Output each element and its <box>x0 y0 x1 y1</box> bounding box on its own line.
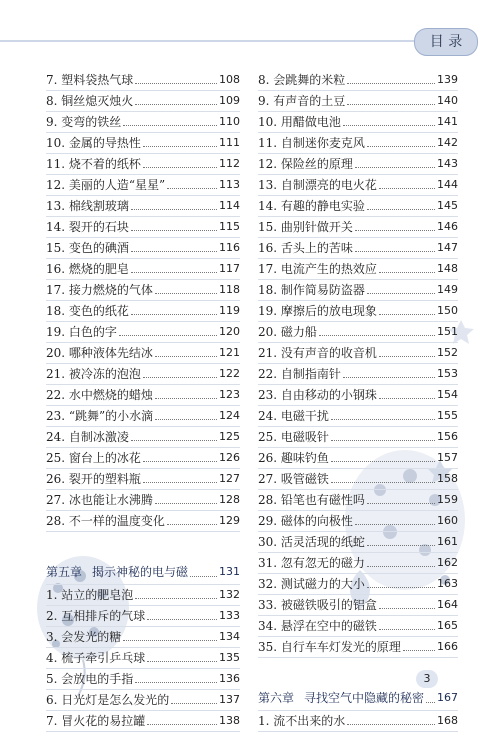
leader-dots <box>119 335 217 336</box>
entry-title: 10. 用醋做电池 <box>258 115 341 129</box>
entry-title: 28. 铅笔也有磁性吗 <box>258 493 365 507</box>
entry-title: 2. 互相排斥的气球 <box>46 609 146 623</box>
entry-title: 34. 悬浮在空中的磁铁 <box>258 619 377 633</box>
leader-dots <box>131 440 217 441</box>
leader-dots <box>147 724 217 725</box>
entry-page: 164 <box>437 598 458 611</box>
entry-title: 25. 电磁吸针 <box>258 430 329 444</box>
toc-entry[interactable] <box>258 574 458 595</box>
entry-page: 144 <box>437 178 458 191</box>
entry-title: 7. 冒火花的易拉罐 <box>46 714 146 728</box>
entry-title: 15. 曲别针做开关 <box>258 220 353 234</box>
leader-dots <box>355 167 435 168</box>
entry-title: 16. 燃烧的肥皂 <box>46 262 129 276</box>
leader-dots <box>167 188 217 189</box>
toc-entry[interactable] <box>258 301 458 322</box>
entry-page: 165 <box>437 619 458 632</box>
leader-dots <box>135 682 217 683</box>
entry-title: 17. 接力燃烧的气体 <box>46 283 153 297</box>
entry-page: 140 <box>437 94 458 107</box>
leader-dots <box>147 619 217 620</box>
entry-title: 23. 自由移动的小钢珠 <box>258 388 377 402</box>
entry-page: 120 <box>219 325 240 338</box>
entry-title: 16. 舌头上的苦味 <box>258 241 353 255</box>
entry-title: 4. 梳子牵引乒乓球 <box>46 651 146 665</box>
toc-entry[interactable] <box>46 627 240 648</box>
leader-dots <box>143 377 217 378</box>
entry-page: 110 <box>219 115 240 128</box>
leader-dots <box>131 314 217 315</box>
toc-entry[interactable] <box>258 91 458 112</box>
toc-entry[interactable] <box>46 469 240 490</box>
leader-dots <box>147 661 217 662</box>
leader-dots <box>123 640 217 641</box>
leader-dots <box>347 104 435 105</box>
entry-page: 147 <box>437 241 458 254</box>
entry-title: 24. 自制冰激凌 <box>46 430 129 444</box>
toc-entry[interactable] <box>46 648 240 669</box>
leader-dots <box>367 209 435 210</box>
toc-entry[interactable] <box>258 217 458 238</box>
entry-title: 20. 磁力船 <box>258 325 317 339</box>
toc-entry[interactable] <box>46 490 240 511</box>
leader-dots <box>379 356 435 357</box>
toc-entry[interactable] <box>46 217 240 238</box>
contents-tab: 目 录 <box>414 28 478 56</box>
leader-dots <box>131 251 217 252</box>
entry-page: 117 <box>219 262 240 275</box>
entry-page: 162 <box>437 556 458 569</box>
toc-entry[interactable] <box>258 112 458 133</box>
toc-entry[interactable] <box>46 322 240 343</box>
leader-dots <box>343 125 435 126</box>
entry-page: 148 <box>437 262 458 275</box>
chapter-title: 寻找空气中隐藏的秘密 <box>304 691 425 705</box>
entry-page: 166 <box>437 640 458 653</box>
toc-entry[interactable] <box>258 616 458 637</box>
toc-entry[interactable] <box>258 553 458 574</box>
leader-dots <box>426 702 435 703</box>
entry-title: 8. 会跳舞的米粒 <box>258 73 346 87</box>
entry-page: 151 <box>437 325 458 338</box>
leader-dots <box>347 724 435 725</box>
leader-dots <box>155 293 217 294</box>
entry-title: 22. 水中燃烧的蜡烛 <box>46 388 153 402</box>
entry-page: 135 <box>219 651 240 664</box>
toc-left-column <box>46 70 240 732</box>
leader-dots <box>190 576 217 577</box>
toc-entry[interactable] <box>46 196 240 217</box>
entry-page: 126 <box>219 451 240 464</box>
chapter-number: 第六章 <box>258 691 295 705</box>
entry-title: 13. 自制漂亮的电火花 <box>258 178 377 192</box>
entry-title: 17. 电流产生的热效应 <box>258 262 377 276</box>
leader-dots <box>135 598 217 599</box>
entry-page: 134 <box>219 630 240 643</box>
entry-title: 18. 制作简易防盗器 <box>258 283 365 297</box>
leader-dots <box>331 419 435 420</box>
entry-page: 154 <box>437 388 458 401</box>
toc-entry[interactable] <box>46 301 240 322</box>
entry-title: 21. 没有声音的收音机 <box>258 346 377 360</box>
entry-title: 7. 塑料袋热气球 <box>46 73 134 87</box>
entry-page: 127 <box>219 472 240 485</box>
toc-entry[interactable] <box>46 690 240 711</box>
entry-page: 123 <box>219 388 240 401</box>
entry-page: 146 <box>437 220 458 233</box>
toc-entry[interactable] <box>258 259 458 280</box>
leader-dots <box>367 545 435 546</box>
leader-dots <box>319 335 435 336</box>
chapter-page: 167 <box>437 691 458 704</box>
entry-page: 138 <box>219 714 240 727</box>
entry-title: 11. 自制迷你麦克风 <box>258 136 365 150</box>
entry-title: 29. 磁体的向极性 <box>258 514 353 528</box>
toc-entry[interactable] <box>46 175 240 196</box>
entry-page: 118 <box>219 283 240 296</box>
toc-entry[interactable] <box>46 259 240 280</box>
leader-dots <box>355 251 435 252</box>
entry-title: 23. “跳舞”的小水滴 <box>46 409 154 423</box>
entry-title: 12. 保险丝的原理 <box>258 157 353 171</box>
toc-entry[interactable] <box>258 469 458 490</box>
toc-entry[interactable] <box>46 343 240 364</box>
leader-dots <box>367 566 435 567</box>
leader-dots <box>367 503 435 504</box>
leader-dots <box>355 230 435 231</box>
entry-title: 3. 会发光的糖 <box>46 630 122 644</box>
leader-dots <box>143 146 217 147</box>
toc-entry[interactable] <box>46 427 240 448</box>
toc-entry[interactable] <box>258 280 458 301</box>
leader-dots <box>367 146 435 147</box>
leader-dots <box>379 314 435 315</box>
entry-page: 115 <box>219 220 240 233</box>
entry-page: 158 <box>437 472 458 485</box>
entry-title: 26. 趣味钓鱼 <box>258 451 329 465</box>
entry-title: 14. 有趣的静电实验 <box>258 199 365 213</box>
toc-entry[interactable] <box>46 133 240 154</box>
entry-title: 30. 活灵活现的纸蛇 <box>258 535 365 549</box>
chapter-page: 131 <box>219 565 240 578</box>
leader-dots <box>123 125 217 126</box>
toc-entry[interactable] <box>46 112 240 133</box>
leader-dots <box>379 188 435 189</box>
toc-entry[interactable] <box>258 385 458 406</box>
toc-entry[interactable] <box>46 70 240 91</box>
entry-title: 27. 吸管磁铁 <box>258 472 329 486</box>
header-rule <box>0 40 414 42</box>
leader-dots <box>155 503 217 504</box>
leader-dots <box>143 482 217 483</box>
toc-entry[interactable] <box>258 595 458 616</box>
entry-title: 28. 不一样的温度变化 <box>46 514 165 528</box>
toc-entry[interactable] <box>46 606 240 627</box>
entry-page: 153 <box>437 367 458 380</box>
toc-entry[interactable] <box>258 343 458 364</box>
toc-entry[interactable] <box>258 711 458 732</box>
toc-entry[interactable] <box>258 70 458 91</box>
leader-dots <box>367 587 435 588</box>
entry-page: 114 <box>219 199 240 212</box>
leader-dots <box>379 629 435 630</box>
toc-entry[interactable] <box>46 448 240 469</box>
chapter-number: 第五章 <box>46 565 83 579</box>
chapter-spacer <box>46 532 240 556</box>
entry-title: 5. 会放电的手指 <box>46 672 134 686</box>
entry-title: 33. 被磁铁吸引的铝盒 <box>258 598 377 612</box>
entry-title: 20. 哪种液体先结冰 <box>46 346 153 360</box>
toc-entry[interactable] <box>258 532 458 553</box>
toc-entry[interactable] <box>258 364 458 385</box>
toc-entry[interactable] <box>258 322 458 343</box>
entry-title: 18. 变色的纸花 <box>46 304 129 318</box>
page-number: 3 <box>416 670 438 688</box>
entry-page: 159 <box>437 493 458 506</box>
entry-page: 116 <box>219 241 240 254</box>
toc-entry[interactable] <box>46 238 240 259</box>
entry-title: 19. 摩擦后的放电现象 <box>258 304 377 318</box>
toc-entry[interactable] <box>46 511 240 532</box>
entry-page: 108 <box>219 73 240 86</box>
leader-dots <box>131 230 217 231</box>
entry-page: 112 <box>219 157 240 170</box>
leader-dots <box>379 608 435 609</box>
entry-title: 13. 棉线割玻璃 <box>46 199 129 213</box>
toc-entry[interactable] <box>258 448 458 469</box>
entry-title: 25. 窗台上的冰花 <box>46 451 141 465</box>
leader-dots <box>367 293 435 294</box>
entry-page: 109 <box>219 94 240 107</box>
entry-title: 9. 有声音的土豆 <box>258 94 346 108</box>
entry-page: 125 <box>219 430 240 443</box>
leader-dots <box>143 461 217 462</box>
entry-page: 149 <box>437 283 458 296</box>
leader-dots <box>331 461 435 462</box>
entry-page: 133 <box>219 609 240 622</box>
entry-page: 141 <box>437 115 458 128</box>
entry-page: 143 <box>437 157 458 170</box>
entry-title: 32. 测试磁力的大小 <box>258 577 365 591</box>
entry-title: 35. 自行车车灯发光的原理 <box>258 640 401 654</box>
entry-title: 31. 忽有忽无的磁力 <box>258 556 365 570</box>
leader-dots <box>331 482 435 483</box>
toc-entry[interactable] <box>258 196 458 217</box>
entry-page: 111 <box>219 136 240 149</box>
entry-page: 156 <box>437 430 458 443</box>
toc-entry[interactable] <box>46 364 240 385</box>
leader-dots <box>143 167 217 168</box>
entry-title: 1. 流不出来的水 <box>258 714 346 728</box>
leader-dots <box>135 83 217 84</box>
entry-page: 152 <box>437 346 458 359</box>
entry-page: 150 <box>437 304 458 317</box>
entry-title: 12. 美丽的人造“星星” <box>46 178 166 192</box>
entry-page: 129 <box>219 514 240 527</box>
entry-page: 136 <box>219 672 240 685</box>
leader-dots <box>155 419 217 420</box>
entry-title: 8. 铜丝熄灭烛火 <box>46 94 134 108</box>
toc-entry[interactable] <box>258 637 458 658</box>
leader-dots <box>155 398 217 399</box>
leader-dots <box>347 83 435 84</box>
entry-title: 10. 金属的导热性 <box>46 136 141 150</box>
entry-title: 11. 烧不着的纸杯 <box>46 157 141 171</box>
leader-dots <box>343 377 435 378</box>
entry-page: 113 <box>219 178 240 191</box>
toc-entry[interactable] <box>258 154 458 175</box>
leader-dots <box>171 703 217 704</box>
toc-entry[interactable] <box>46 280 240 301</box>
entry-page: 124 <box>219 409 240 422</box>
toc-right-column <box>258 70 458 732</box>
leader-dots <box>379 272 435 273</box>
entry-page: 168 <box>437 714 458 727</box>
leader-dots <box>355 524 435 525</box>
toc-entry[interactable] <box>258 427 458 448</box>
entry-page: 157 <box>437 451 458 464</box>
entry-title: 19. 白色的字 <box>46 325 117 339</box>
chapter-heading[interactable] <box>46 560 240 585</box>
entry-page: 142 <box>437 136 458 149</box>
leader-dots <box>131 272 217 273</box>
toc-entry[interactable] <box>258 133 458 154</box>
entry-title: 6. 日光灯是怎么发光的 <box>46 693 170 707</box>
chapter-title: 揭示神秘的电与磁 <box>92 565 189 579</box>
entry-title: 26. 裂开的塑料瓶 <box>46 472 141 486</box>
entry-title: 1. 站立的肥皂泡 <box>46 588 134 602</box>
toc-entry[interactable] <box>46 585 240 606</box>
leader-dots <box>331 440 435 441</box>
entry-title: 9. 变弯的铁丝 <box>46 115 122 129</box>
entry-page: 160 <box>437 514 458 527</box>
toc-entry[interactable] <box>46 711 240 732</box>
entry-page: 161 <box>437 535 458 548</box>
leader-dots <box>403 650 435 651</box>
entry-title: 15. 变色的碘酒 <box>46 241 129 255</box>
leader-dots <box>131 209 217 210</box>
toc-entry[interactable] <box>258 490 458 511</box>
entry-page: 145 <box>437 199 458 212</box>
toc-entry[interactable] <box>258 511 458 532</box>
leader-dots <box>135 104 217 105</box>
toc-entry[interactable] <box>258 406 458 427</box>
toc-entry[interactable] <box>46 406 240 427</box>
entry-title: 22. 自制指南针 <box>258 367 341 381</box>
entry-title: 14. 裂开的石块 <box>46 220 129 234</box>
toc-entry[interactable] <box>46 154 240 175</box>
toc-entry[interactable] <box>258 175 458 196</box>
entry-title: 24. 电磁干扰 <box>258 409 329 423</box>
entry-page: 132 <box>219 588 240 601</box>
leader-dots <box>379 398 435 399</box>
entry-page: 128 <box>219 493 240 506</box>
entry-page: 119 <box>219 304 240 317</box>
entry-page: 137 <box>219 693 240 706</box>
entry-page: 121 <box>219 346 240 359</box>
leader-dots <box>155 356 217 357</box>
toc-entry[interactable] <box>46 91 240 112</box>
entry-page: 163 <box>437 577 458 590</box>
entry-page: 122 <box>219 367 240 380</box>
toc-entry[interactable] <box>46 385 240 406</box>
toc-entry[interactable] <box>46 669 240 690</box>
leader-dots <box>167 524 217 525</box>
chapter-heading[interactable] <box>258 686 458 711</box>
toc-entry[interactable] <box>258 238 458 259</box>
entry-title: 21. 被冷冻的泡泡 <box>46 367 141 381</box>
entry-page: 139 <box>437 73 458 86</box>
entry-title: 27. 冰也能让水沸腾 <box>46 493 153 507</box>
entry-page: 155 <box>437 409 458 422</box>
